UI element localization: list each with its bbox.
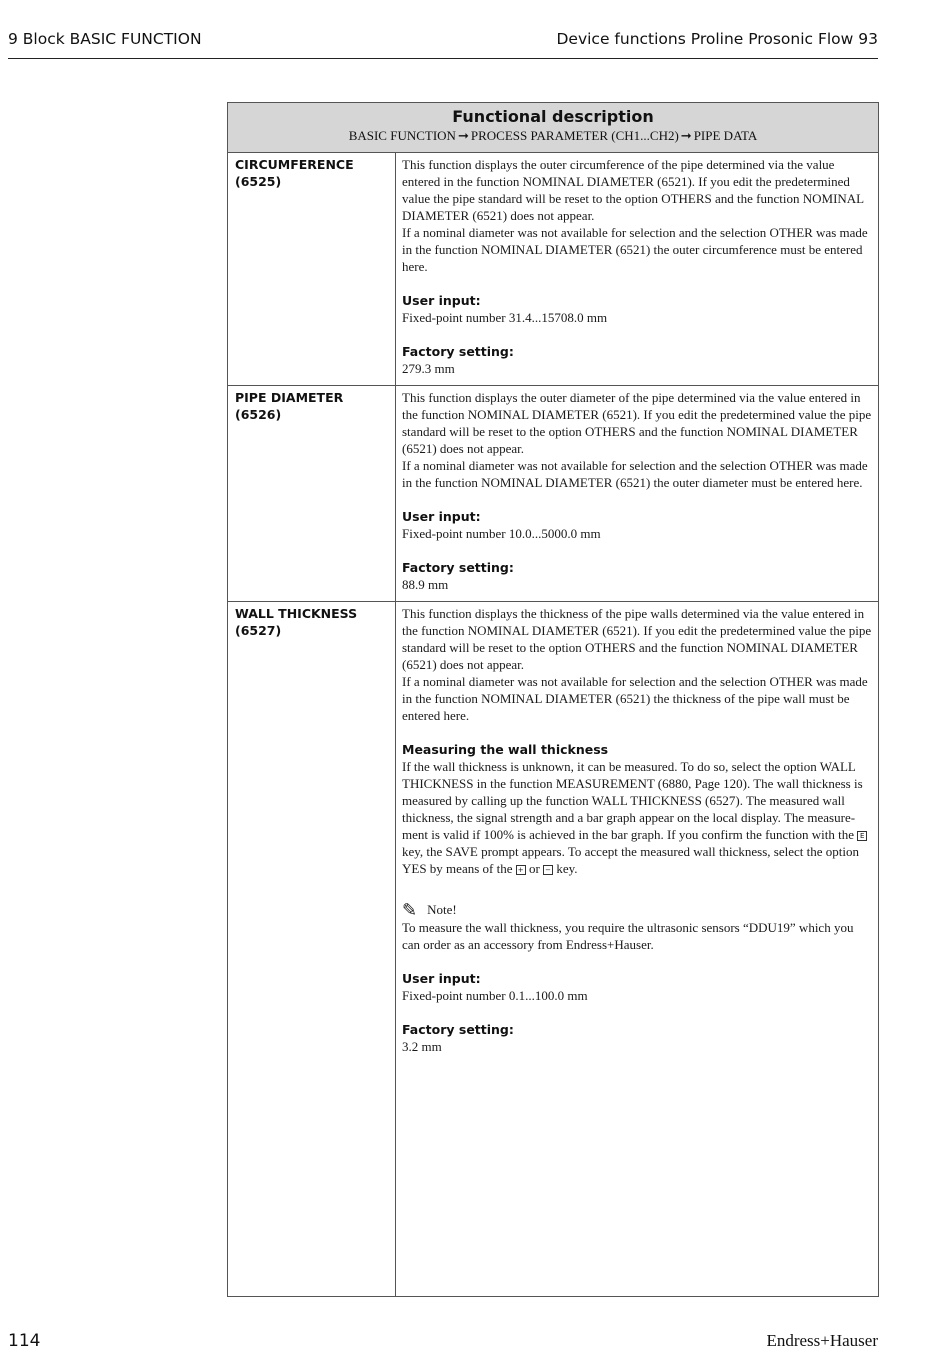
description-line: entered here. [402,708,470,723]
description-line: in the function NOMINAL DIAMETER (6521) the outer diameter must be entered here. [402,475,863,490]
measuring-line: THICKNESS in the function MEASUREMENT (6880, Page 120). The wall thickness is [402,776,863,791]
description-line: standard will be reset to the option OTHERS and the function NOMINAL DIAMETER [402,424,858,439]
description-line: here. [402,259,428,274]
description-line: the function NOMINAL DIAMETER (6521). If you edit the predetermined value the pipe [402,623,872,638]
description-line: the function NOMINAL DIAMETER (6521). If you edit the predetermined value the pipe [402,407,872,422]
measuring-line: If the wall thickness is unknown, it can be measured. To do so, select the option WALL [402,759,856,774]
factory-setting-value: 88.9 mm [402,577,449,592]
function-name-cell [228,602,396,1296]
description-line: This function displays the outer diameter of the pipe determined via the value entered in [402,390,861,405]
description-line: (6521) does not appear. [402,657,525,672]
description-line: in the function NOMINAL DIAMETER (6521) the thickness of the pipe wall must be [402,691,850,706]
plus-key-icon: + [516,865,526,875]
measuring-text: key. [556,861,578,876]
factory-setting-value: 279.3 mm [402,361,455,376]
function-code: (6525) [235,174,282,189]
note-line: To measure the wall thickness, you require the ultrasonic sensors “DDU19” which you [402,920,854,935]
table-row-pipe-diameter [228,386,878,602]
function-name: CIRCUMFERENCE [235,157,354,172]
function-code: (6527) [235,623,282,638]
factory-setting-label: Factory setting: [402,1022,514,1037]
table-breadcrumb [228,128,878,145]
factory-setting-label: Factory setting: [402,344,514,359]
function-description-cell [396,386,878,601]
measuring-heading: Measuring the wall thickness [402,742,609,757]
measuring-line: thickness, the signal strength and a bar graph appear on the local display. The measure- [402,810,856,825]
note-heading [402,901,872,919]
factory-setting-label: Factory setting: [402,560,514,575]
function-description-cell [396,153,878,385]
description-line: If a nominal diameter was not available for selection and the selection OTHER was made [402,458,868,473]
header-title: Device functions Proline Prosonic Flow 93 [556,30,878,48]
description-line: This function displays the outer circumference of the pipe determined via the value [402,157,835,172]
description-line: value the pipe standard will be reset to the option OTHERS and the function NOMINAL [402,191,865,206]
description-line: This function displays the thickness of the pipe walls determined via the value entered in [402,606,865,621]
header-divider [8,58,878,59]
description-line: entered in the function NOMINAL DIAMETER (6521). If you edit the predetermined [402,174,850,189]
user-input-value: Fixed-point number 31.4...15708.0 mm [402,310,608,325]
functional-description-table [227,102,879,1297]
arrow-right-icon: ➞ [680,129,692,144]
brand-name: Endress+Hauser [766,1331,878,1350]
table-title: Functional description [452,107,654,126]
function-name: PIPE DIAMETER [235,390,344,405]
measuring-text: ment is valid if 100% is achieved in the bar graph. If you confirm the function with the [402,827,854,842]
measuring-line [402,860,872,877]
user-input-label: User input: [402,971,481,986]
description-line: standard will be reset to the option OTHERS and the function NOMINAL DIAMETER [402,640,858,655]
table-row-wall-thickness [228,602,878,1296]
user-input-value: Fixed-point number 0.1...100.0 mm [402,988,588,1003]
function-name-cell [228,386,396,601]
user-input-value: Fixed-point number 10.0...5000.0 mm [402,526,601,541]
minus-key-icon: − [543,865,553,875]
table-row-circumference [228,153,878,386]
user-input-label: User input: [402,293,481,308]
description-line: If a nominal diameter was not available for selection and the selection OTHER was made [402,674,868,689]
enter-key-icon: E [857,831,867,841]
description-line: (6521) does not appear. [402,441,525,456]
description-line: DIAMETER (6521) does not appear. [402,208,595,223]
user-input-label: User input: [402,509,481,524]
measuring-line: key, the SAVE prompt appears. To accept the measured wall thickness, select the option [402,844,859,859]
function-name: WALL THICKNESS [235,606,358,621]
factory-setting-value: 3.2 mm [402,1039,442,1054]
breadcrumb-item: BASIC FUNCTION [348,128,456,143]
table-header [228,103,878,153]
breadcrumb-item: PROCESS PARAMETER (CH1...CH2) [470,128,679,143]
page-number: 114 [8,1331,41,1351]
measuring-line [402,826,872,843]
function-description-cell [396,602,878,1296]
note-line: can order as an accessory from Endress+Hauser. [402,937,654,952]
breadcrumb-item: PIPE DATA [693,128,758,143]
measuring-line: measured by calling up the function WALL THICKNESS (6527). The measured wall [402,793,845,808]
measuring-text: or [528,861,540,876]
header-chapter: 9 Block BASIC FUNCTION [8,30,202,48]
note-label: Note! [427,902,457,917]
function-name-cell [228,153,396,385]
description-line: If a nominal diameter was not available for selection and the selection OTHER was made [402,225,868,240]
pencil-note-icon: ✎ [402,900,418,921]
measuring-text: YES by means of the [402,861,513,876]
description-line: in the function NOMINAL DIAMETER (6521) the outer circumference must be entered [402,242,863,257]
arrow-right-icon: ➞ [457,129,469,144]
function-code: (6526) [235,407,282,422]
